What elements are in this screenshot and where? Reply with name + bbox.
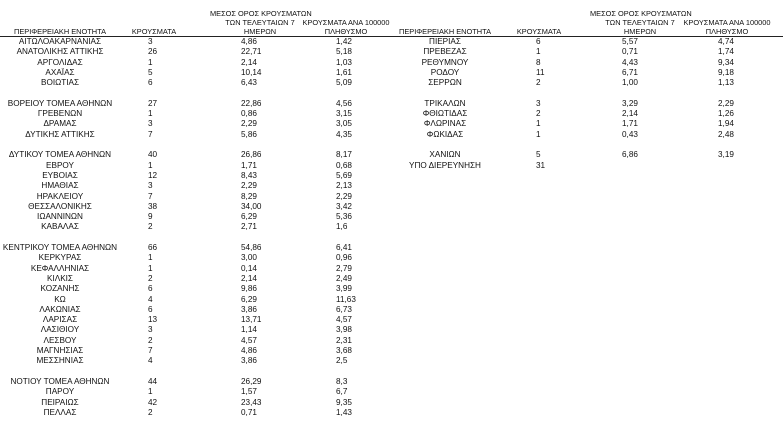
table-row: [0, 109, 395, 119]
cell-region: ΕΥΒΟΙΑΣ: [42, 170, 78, 180]
cell-per100k: 4,57: [336, 315, 352, 325]
cell-region: ΤΡΙΚΑΛΩΝ: [424, 98, 466, 108]
cell-avg7: 6,43: [241, 78, 257, 88]
cell-region: ΣΕΡΡΩΝ: [428, 78, 462, 88]
cell-per100k: 1,13: [718, 78, 734, 88]
cell-region: ΚΙΛΚΙΣ: [46, 273, 73, 283]
cell-cases: 1: [148, 387, 153, 397]
cell-region: ΛΑΡΙΣΑΣ: [42, 315, 78, 325]
table-row: [0, 130, 395, 140]
cell-cases: 6: [148, 304, 153, 314]
table-row: [395, 58, 783, 68]
cell-region: ΑΧΑΪΑΣ: [45, 67, 75, 77]
table-row: [395, 150, 783, 160]
cell-cases: 5: [536, 150, 541, 160]
cell-per100k: 3,68: [336, 346, 352, 355]
cell-region: ΕΒΡΟΥ: [46, 160, 74, 170]
cell-cases: 26: [148, 47, 158, 57]
cell-avg7: 3,29: [622, 98, 638, 108]
table-row: [0, 99, 395, 109]
table-row: [0, 387, 395, 397]
table-row: [0, 377, 395, 387]
cell-avg7: 23,43: [241, 397, 262, 407]
table-row: [0, 408, 395, 418]
cell-avg7: 5,86: [241, 129, 257, 139]
cell-cases: 9: [148, 212, 153, 222]
cell-per100k: 3,99: [336, 284, 352, 294]
cell-per100k: 2,5: [336, 356, 348, 366]
cell-region: ΜΑΓΝΗΣΙΑΣ: [36, 346, 84, 355]
cell-per100k: 8,17: [336, 150, 352, 160]
cell-cases: 1: [536, 119, 541, 129]
cell-avg7: 0,43: [622, 129, 638, 139]
cell-region: ΑΝΑΤΟΛΙΚΗΣ ΑΤΤΙΚΗΣ: [16, 47, 104, 57]
cell-cases: 66: [148, 243, 158, 252]
cell-region: ΡΟΔΟΥ: [430, 67, 460, 77]
table-row: [0, 181, 395, 191]
cell-region: ΗΜΑΘΙΑΣ: [41, 181, 79, 191]
cell-avg7: 2,29: [241, 119, 257, 129]
cell-cases: 6: [536, 37, 541, 46]
table-row: [0, 336, 395, 346]
cell-avg7: 3,00: [241, 253, 257, 263]
cell-cases: 3: [148, 181, 153, 191]
table-row: [0, 68, 395, 78]
cell-avg7: 22,71: [241, 47, 262, 57]
cell-cases: 1: [148, 57, 153, 67]
table-row: [0, 58, 395, 68]
header-per-100k: ΚΡΟΥΣΜΑΤΑ ΑΝΑ 100000 ΠΛΗΘΥΣΜΟ: [302, 18, 390, 36]
table-row: [0, 192, 395, 202]
cell-cases: 1: [148, 160, 153, 170]
cell-region: ΘΕΣΣΑΛΟΝΙΚΗΣ: [28, 201, 92, 211]
right-table: [395, 0, 783, 425]
table-row: [395, 47, 783, 57]
cell-per100k: 4,74: [718, 37, 734, 46]
cell-avg7: 2,29: [241, 181, 257, 191]
cell-per100k: 3,19: [718, 150, 734, 160]
cell-per100k: 11,63: [336, 294, 356, 304]
cell-avg7: 13,71: [241, 315, 262, 325]
cell-cases: 2: [536, 109, 541, 119]
cell-cases: 2: [536, 78, 541, 88]
cell-cases: 3: [148, 119, 153, 129]
cell-cases: 42: [148, 397, 158, 407]
cell-region: ΑΙΤΩΛΟΑΚΑΡΝΑΝΙΑΣ: [18, 37, 102, 46]
table-row: [0, 398, 395, 408]
table-row: [0, 47, 395, 57]
cell-avg7: 6,86: [622, 150, 638, 160]
cell-cases: 12: [148, 170, 158, 180]
cell-region: ΧΑΝΙΩΝ: [429, 150, 461, 160]
table-row: [0, 37, 395, 47]
cell-avg7: 2,14: [241, 57, 257, 67]
cell-avg7: 22,86: [241, 98, 262, 108]
cell-avg7: 1,00: [622, 78, 638, 88]
cell-avg7: 0,86: [241, 109, 257, 119]
table-row: [0, 325, 395, 335]
table-row: [0, 315, 395, 325]
cell-cases: 8: [536, 57, 541, 67]
header-avg-7-days: ΜΕΣΟΣ ΟΡΟΣ ΚΡΟΥΣΜΑΤΩΝ ΤΩΝ ΤΕΛΕΥΤΑΙΩΝ 7 ΗΜΕΡΩΝ: [590, 9, 692, 36]
table-row: [0, 78, 395, 88]
spacer-row: [395, 89, 783, 99]
cell-region: ΠΡΕΒΕΖΑΣ: [423, 47, 467, 57]
cell-region: ΠΙΕΡΙΑΣ: [429, 37, 461, 46]
cell-per100k: 2,79: [336, 263, 352, 273]
table-row: [0, 243, 395, 253]
cell-region: ΙΩΑΝΝΙΝΩΝ: [37, 212, 83, 222]
spacer-row: [0, 367, 395, 377]
table-row: [0, 202, 395, 212]
cell-cases: 31: [536, 160, 546, 170]
cell-cases: 1: [536, 47, 541, 57]
table-row: [0, 253, 395, 263]
cell-cases: 38: [148, 201, 158, 211]
cell-per100k: 6,73: [336, 304, 352, 314]
cell-per100k: 3,15: [336, 109, 352, 119]
header-cases: ΚΡΟΥΣΜΑΤΑ: [131, 27, 177, 36]
cell-per100k: 3,05: [336, 119, 352, 129]
cell-region: ΦΘΙΩΤΙΔΑΣ: [422, 109, 468, 119]
cell-region: ΝΟΤΙΟΥ ΤΟΜΕΑ ΑΘΗΝΩΝ: [10, 376, 110, 386]
cell-cases: 27: [148, 98, 158, 108]
cell-per100k: 2,31: [336, 335, 352, 345]
table-row: [0, 305, 395, 315]
cell-per100k: 9,34: [718, 57, 734, 67]
cell-region: ΚΩ: [54, 294, 66, 304]
table-row: [0, 295, 395, 305]
cell-per100k: 2,48: [718, 129, 734, 139]
table-row: [0, 119, 395, 129]
cell-avg7: 8,43: [241, 170, 257, 180]
cell-avg7: 2,71: [241, 222, 257, 232]
cell-cases: 11: [536, 67, 545, 77]
cell-avg7: 6,29: [241, 294, 257, 304]
header-avg-7-days: ΜΕΣΟΣ ΟΡΟΣ ΚΡΟΥΣΜΑΤΩΝ ΤΩΝ ΤΕΛΕΥΤΑΙΩΝ 7 ΗΜΕΡΩΝ: [210, 9, 312, 36]
table-row: [0, 212, 395, 222]
cell-per100k: 6,41: [336, 243, 352, 252]
cell-cases: 6: [148, 78, 153, 88]
cell-region: ΦΩΚΙΔΑΣ: [426, 129, 464, 139]
cell-avg7: 54,86: [241, 243, 262, 252]
cell-avg7: 1,71: [622, 119, 638, 129]
header-region: ΠΕΡΙΦΕΡΕΙΑΚΗ ΕΝΟΤΗΤΑ: [14, 27, 106, 36]
cell-avg7: 0,14: [241, 263, 257, 273]
table-row: [395, 99, 783, 109]
cell-avg7: 4,57: [241, 335, 257, 345]
cell-per100k: 2,29: [718, 98, 734, 108]
cell-per100k: 5,36: [336, 212, 352, 222]
cell-region: ΗΡΑΚΛΕΙΟΥ: [36, 191, 84, 201]
cell-per100k: 4,56: [336, 98, 352, 108]
table-row: [395, 119, 783, 129]
cell-region: ΡΕΘΥΜΝΟΥ: [421, 57, 469, 67]
cell-cases: 7: [148, 129, 153, 139]
cell-cases: 1: [148, 109, 153, 119]
cell-cases: 6: [148, 284, 153, 294]
header-per-100k: ΚΡΟΥΣΜΑΤΑ ΑΝΑ 100000 ΠΛΗΘΥΣΜΟ: [683, 18, 771, 36]
cell-cases: 1: [536, 129, 541, 139]
header-cases: ΚΡΟΥΣΜΑΤΑ: [516, 27, 562, 36]
cell-region: ΠΑΡΟΥ: [45, 387, 75, 397]
cell-per100k: 1,03: [336, 57, 352, 67]
cell-avg7: 26,86: [241, 150, 262, 160]
cell-region: ΔΥΤΙΚΟΥ ΤΟΜΕΑ ΑΘΗΝΩΝ: [8, 150, 112, 160]
cell-avg7: 3,86: [241, 356, 257, 366]
table-row: [0, 161, 395, 171]
header-region: ΠΕΡΙΦΕΡΕΙΑΚΗ ΕΝΟΤΗΤΑ: [399, 27, 491, 36]
cell-cases: 4: [148, 294, 153, 304]
cell-cases: 2: [148, 273, 153, 283]
cell-region: ΚΕΡΚΥΡΑΣ: [38, 253, 82, 263]
cell-per100k: 1,26: [718, 109, 734, 119]
cell-avg7: 8,29: [241, 191, 257, 201]
cell-per100k: 1,74: [718, 47, 734, 57]
spacer-row: [0, 89, 395, 99]
cell-per100k: 1,61: [336, 67, 352, 77]
cell-cases: 44: [148, 376, 158, 386]
cell-avg7: 4,86: [241, 346, 257, 355]
cell-avg7: 6,29: [241, 212, 257, 222]
cell-cases: 7: [148, 191, 153, 201]
table-row: [0, 171, 395, 181]
cell-avg7: 1,14: [241, 325, 257, 335]
cell-avg7: 3,86: [241, 304, 257, 314]
table-row: [395, 109, 783, 119]
cell-avg7: 4,86: [241, 37, 257, 46]
table-row: [0, 284, 395, 294]
cell-per100k: 1,6: [336, 222, 348, 232]
cell-per100k: 3,42: [336, 201, 352, 211]
cell-cases: 2: [148, 222, 153, 232]
table-row: [0, 346, 395, 356]
cell-avg7: 5,57: [622, 37, 638, 46]
cell-region: ΚΟΖΑΝΗΣ: [40, 284, 80, 294]
table-row: [395, 78, 783, 88]
cell-avg7: 1,71: [241, 160, 257, 170]
cell-per100k: 1,94: [718, 119, 734, 129]
cell-region: ΔΥΤΙΚΗΣ ΑΤΤΙΚΗΣ: [25, 129, 95, 139]
cell-avg7: 34,00: [241, 201, 262, 211]
cell-avg7: 2,14: [622, 109, 638, 119]
cell-per100k: 0,96: [336, 253, 352, 263]
spacer-row: [0, 233, 395, 243]
cell-cases: 1: [148, 253, 153, 263]
cell-cases: 2: [148, 407, 153, 417]
cell-region: ΚΕΦΑΛΛΗΝΙΑΣ: [30, 263, 90, 273]
cell-region: ΚΑΒΑΛΑΣ: [41, 222, 79, 232]
cell-avg7: 4,43: [622, 57, 638, 67]
cell-cases: 2: [148, 335, 153, 345]
cell-per100k: 5,69: [336, 170, 352, 180]
cell-region: ΛΑΣΙΘΙΟΥ: [40, 325, 80, 335]
cell-per100k: 5,09: [336, 78, 352, 88]
cell-region: ΜΕΣΣΗΝΙΑΣ: [36, 356, 84, 366]
cell-per100k: 2,29: [336, 191, 352, 201]
cell-region: ΥΠΟ ΔΙΕΡΕΥΝΗΣΗ: [409, 160, 481, 170]
cell-per100k: 1,42: [336, 37, 352, 46]
table-row: [0, 274, 395, 284]
spacer-row: [0, 140, 395, 150]
cell-per100k: 9,35: [336, 397, 352, 407]
cell-cases: 5: [148, 67, 153, 77]
cell-region: ΚΕΝΤΡΙΚΟΥ ΤΟΜΕΑ ΑΘΗΝΩΝ: [2, 243, 118, 252]
table-row: [0, 150, 395, 160]
cell-region: ΑΡΓΟΛΙΔΑΣ: [37, 57, 83, 67]
cell-per100k: 4,35: [336, 129, 352, 139]
cell-per100k: 2,13: [336, 181, 352, 191]
cell-cases: 1: [148, 263, 153, 273]
table-row: [395, 161, 783, 171]
cell-cases: 3: [536, 98, 541, 108]
table-row: [0, 264, 395, 274]
cell-region: ΠΕΙΡΑΙΩΣ: [41, 397, 79, 407]
cell-avg7: 9,86: [241, 284, 257, 294]
spacer-row: [395, 140, 783, 150]
cell-cases: 3: [148, 325, 153, 335]
cell-avg7: 2,14: [241, 273, 257, 283]
cell-region: ΓΡΕΒΕΝΩΝ: [37, 109, 83, 119]
cell-cases: 7: [148, 346, 153, 355]
cell-cases: 13: [148, 315, 158, 325]
table-row: [395, 37, 783, 47]
table-row: [0, 356, 395, 366]
cell-cases: 40: [148, 150, 158, 160]
cell-cases: 4: [148, 356, 153, 366]
cell-region: ΒΟΡΕΙΟΥ ΤΟΜΕΑ ΑΘΗΝΩΝ: [7, 98, 113, 108]
cell-avg7: 0,71: [622, 47, 638, 57]
cell-region: ΠΕΛΛΑΣ: [43, 407, 77, 417]
cell-avg7: 1,57: [241, 387, 257, 397]
cell-per100k: 1,43: [336, 407, 352, 417]
cell-region: ΒΟΙΩΤΙΑΣ: [40, 78, 80, 88]
cell-avg7: 0,71: [241, 407, 257, 417]
cell-per100k: 3,98: [336, 325, 352, 335]
cell-region: ΔΡΑΜΑΣ: [43, 119, 77, 129]
cell-per100k: 0,68: [336, 160, 352, 170]
cell-region: ΦΛΩΡΙΝΑΣ: [423, 119, 467, 129]
table-row: [0, 222, 395, 232]
cell-avg7: 26,29: [241, 376, 262, 386]
cell-avg7: 6,71: [622, 67, 638, 77]
cell-cases: 3: [148, 37, 153, 46]
cell-per100k: 8,3: [336, 376, 348, 386]
cell-avg7: 10,14: [241, 67, 262, 77]
cell-per100k: 2,49: [336, 273, 352, 283]
cell-region: ΛΕΣΒΟΥ: [43, 335, 77, 345]
cell-per100k: 5,18: [336, 47, 352, 57]
cell-per100k: 6,7: [336, 387, 348, 397]
cell-per100k: 9,18: [718, 67, 734, 77]
table-row: [395, 130, 783, 140]
cell-region: ΛΑΚΩΝΙΑΣ: [39, 304, 81, 314]
table-row: [395, 68, 783, 78]
